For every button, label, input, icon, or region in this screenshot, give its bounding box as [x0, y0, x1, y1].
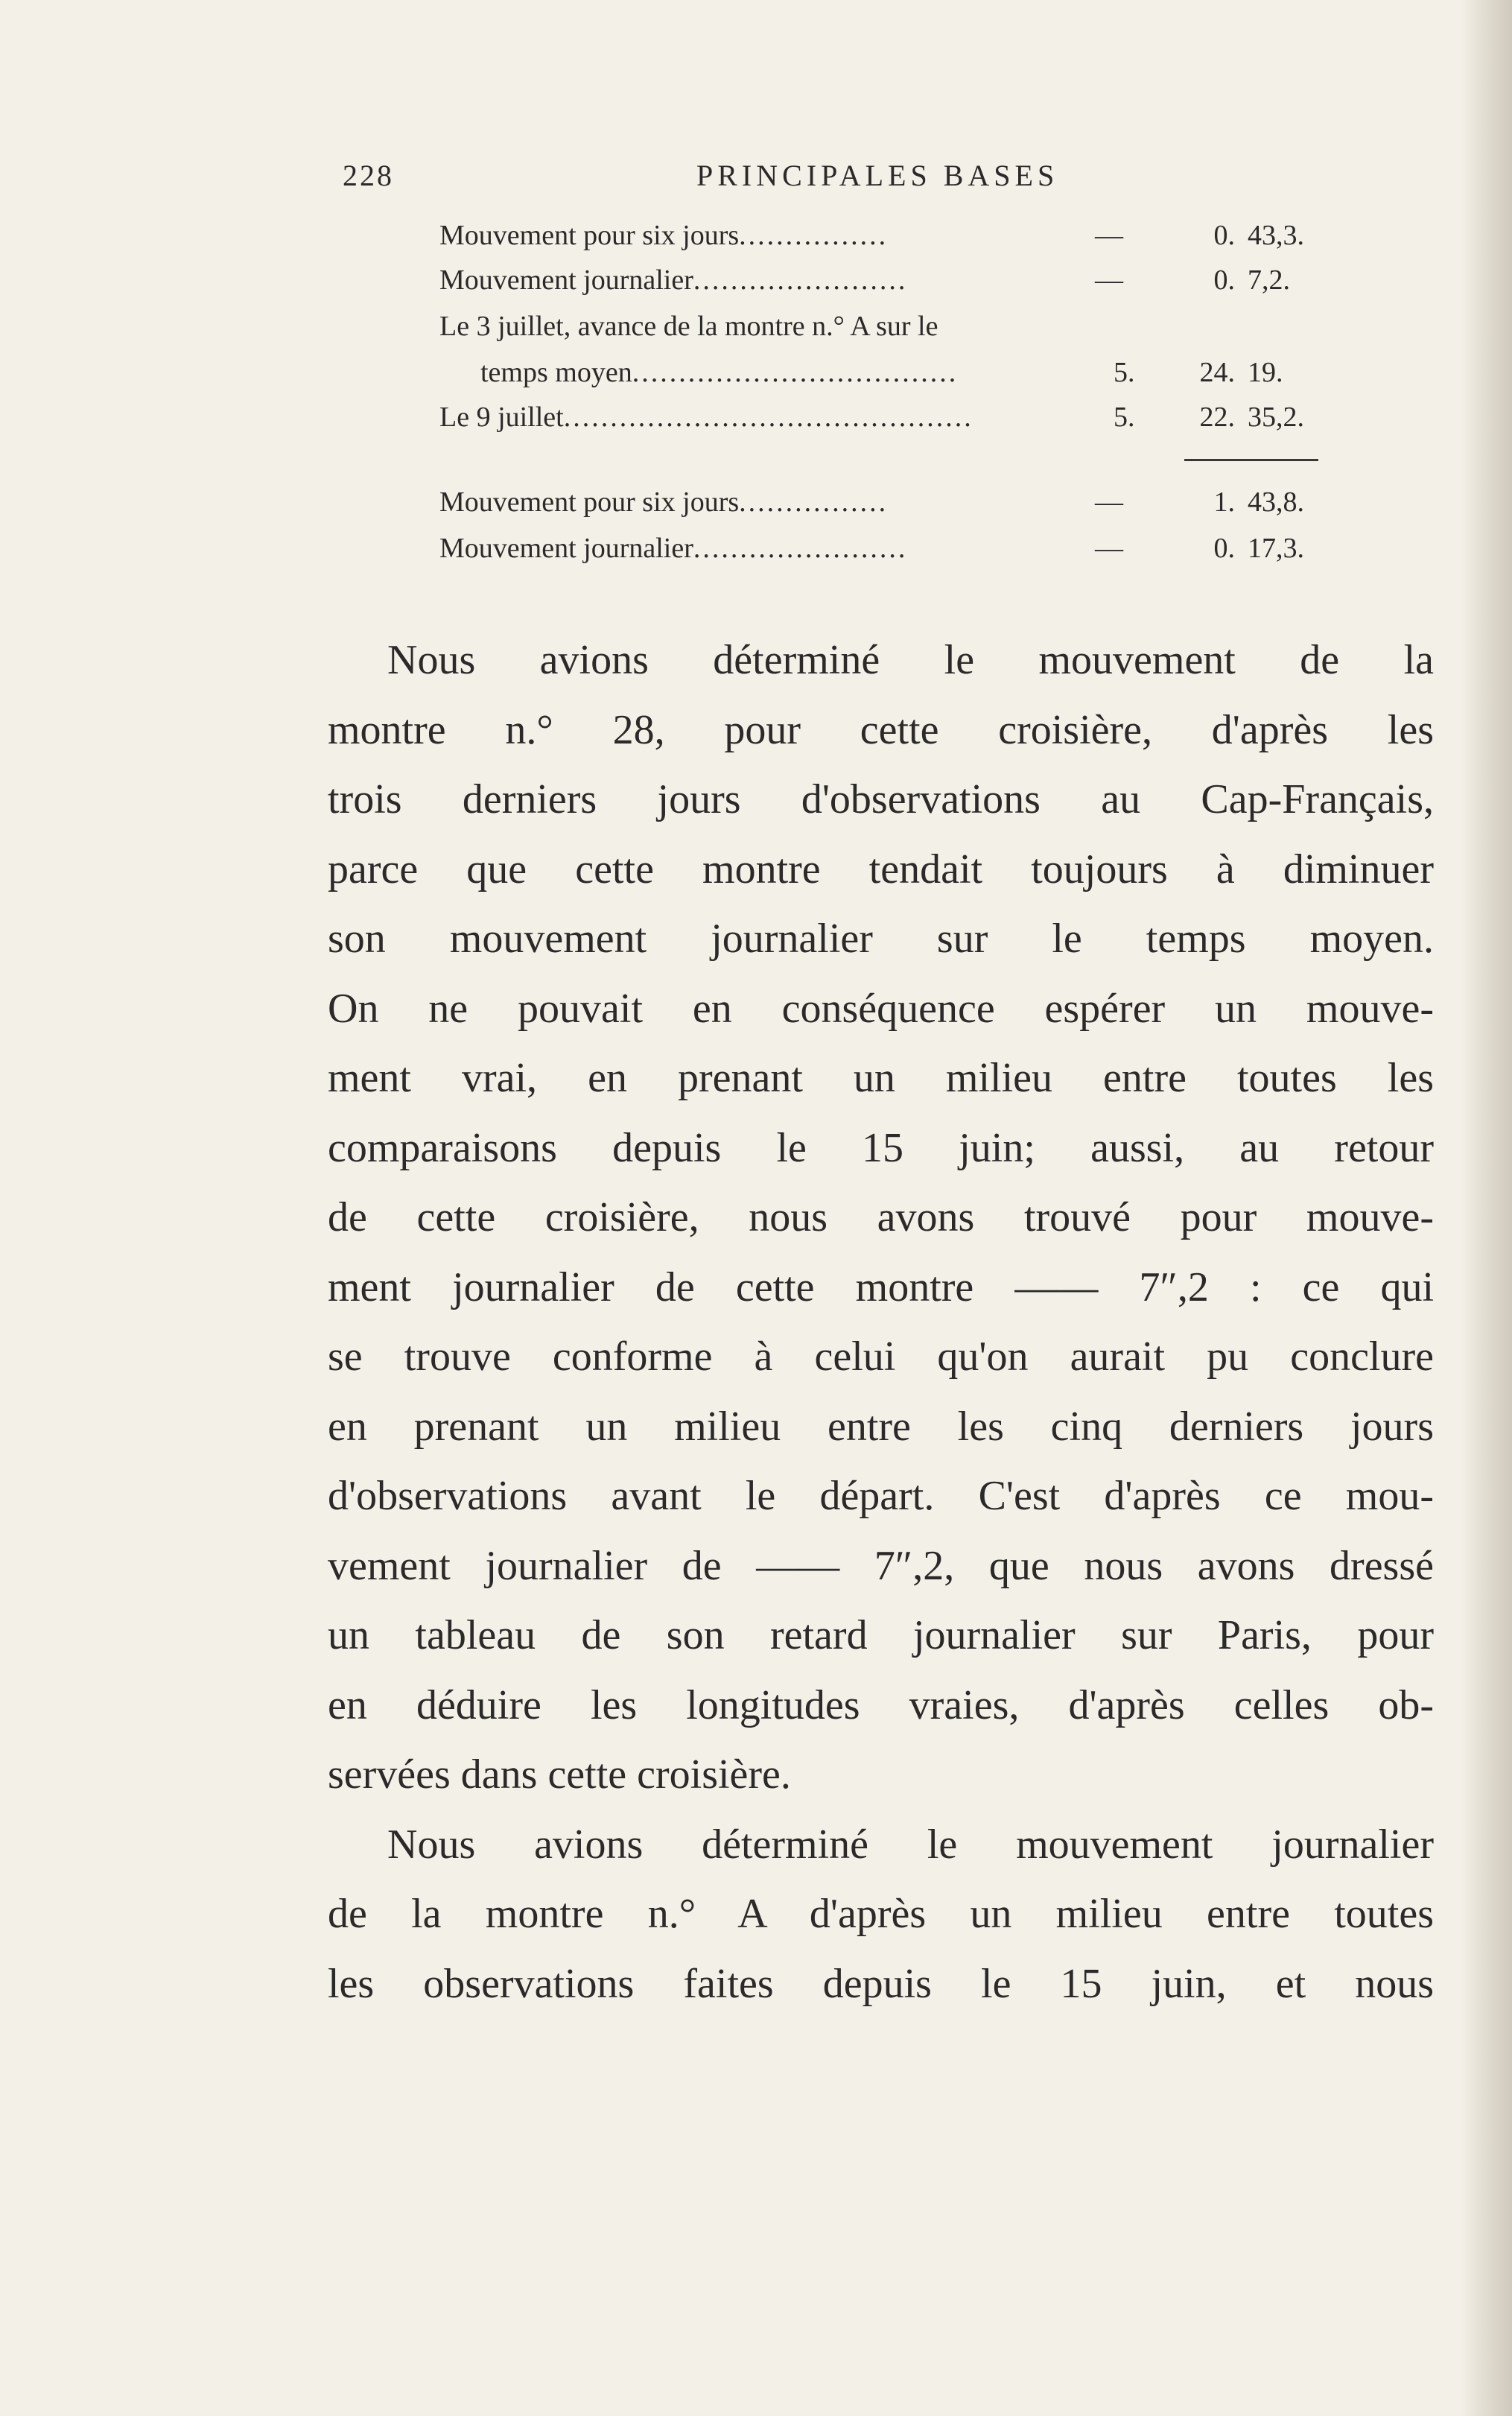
- row-value-minutes: 1.: [1213, 486, 1235, 518]
- paragraph: [328, 626, 1434, 1810]
- page-edge-shadow: [1460, 0, 1512, 2416]
- row-value-minutes: 0.: [1213, 220, 1235, 251]
- text-line: en déduire les longitudes vraies, d'après celles ob-: [328, 1681, 1434, 1728]
- row-sign: —: [1095, 264, 1123, 296]
- text-line: Nous avions déterminé le mouvement journalier: [387, 1821, 1434, 1868]
- text-line: d'observations avant le départ. C'est d'après ce mou-: [328, 1473, 1434, 1519]
- table-row: [439, 219, 1333, 264]
- row-sign: —: [1095, 533, 1123, 564]
- row-value-seconds: 43,3.: [1248, 220, 1304, 251]
- text-line: On ne pouvait en conséquence espérer un mouve-: [328, 985, 1434, 1032]
- table-row: [439, 356, 1333, 401]
- table-row: [439, 532, 1333, 577]
- row-value-minutes: 22.: [1199, 402, 1235, 433]
- running-title: PRINCIPALES BASES: [696, 159, 1059, 192]
- row-hours: 5.: [1114, 357, 1135, 388]
- row-sign: —: [1095, 486, 1123, 518]
- row-value-seconds: 43,8.: [1248, 486, 1304, 518]
- running-header: [343, 158, 1087, 203]
- row-label: Mouvement pour six jours................: [439, 220, 889, 251]
- row-value-minutes: 0.: [1213, 264, 1235, 296]
- row-label: Mouvement journalier.......................: [439, 264, 908, 296]
- text-line: son mouvement journalier sur le temps moyen.: [328, 916, 1434, 962]
- table-row: [439, 310, 1333, 355]
- paragraph: [328, 1810, 1434, 2020]
- row-value-seconds: 19.: [1248, 357, 1283, 388]
- text-line: un tableau de son retard journalier sur Paris, pour: [328, 1612, 1434, 1658]
- table-row: [439, 486, 1333, 530]
- text-line: de cette croisière, nous avons trouvé pour mouve-: [328, 1194, 1434, 1240]
- row-value-minutes: 24.: [1199, 357, 1235, 388]
- row-label: Mouvement pour six jours................: [439, 486, 889, 518]
- text-line: montre n.° 28, pour cette croisière, d'après les: [328, 706, 1434, 753]
- text-line: ment vrai, en prenant un milieu entre toutes les: [328, 1055, 1434, 1101]
- text-line: parce que cette montre tendait toujours à diminuer: [328, 846, 1434, 892]
- table-row: [439, 401, 1333, 446]
- text-line: servées dans cette croisière.: [328, 1751, 791, 1798]
- text-line: Nous avions déterminé le mouvement de la: [387, 637, 1434, 683]
- text-line: trois derniers jours d'observations au Cap-Français,: [328, 776, 1434, 822]
- row-value-seconds: 17,3.: [1248, 533, 1304, 564]
- text-line: se trouve conforme à celui qu'on aurait pu conclure: [328, 1334, 1434, 1380]
- text-line: de la montre n.° A d'après un milieu entre toutes: [328, 1891, 1434, 1937]
- row-value-seconds: 7,2.: [1248, 264, 1290, 296]
- text-line: comparaisons depuis le 15 juin; aussi, au retour: [328, 1124, 1434, 1171]
- row-sign: —: [1095, 220, 1123, 251]
- text-line: ment journalier de cette montre —— 7″,2 : ce qui: [328, 1264, 1434, 1310]
- text-line: en prenant un milieu entre les cinq derniers jours: [328, 1403, 1434, 1450]
- row-label: Le 3 juillet, avance de la montre n.° A sur le: [439, 311, 938, 342]
- row-label: temps moyen...................................: [480, 357, 959, 388]
- text-line: les observations faites depuis le 15 juin, et nous: [328, 1960, 1434, 2007]
- text-line: vement journalier de —— 7″,2, que nous avons dressé: [328, 1542, 1434, 1589]
- body-text: [328, 626, 1434, 2019]
- table-row: [439, 264, 1333, 308]
- row-label: Le 9 juillet............................................: [439, 402, 973, 433]
- row-value-seconds: 35,2.: [1248, 402, 1304, 433]
- page-number: 228: [343, 159, 394, 192]
- row-hours: 5.: [1114, 402, 1135, 433]
- row-value-minutes: 0.: [1213, 533, 1235, 564]
- sum-rule: [1184, 459, 1318, 461]
- row-label: Mouvement journalier.......................: [439, 533, 908, 564]
